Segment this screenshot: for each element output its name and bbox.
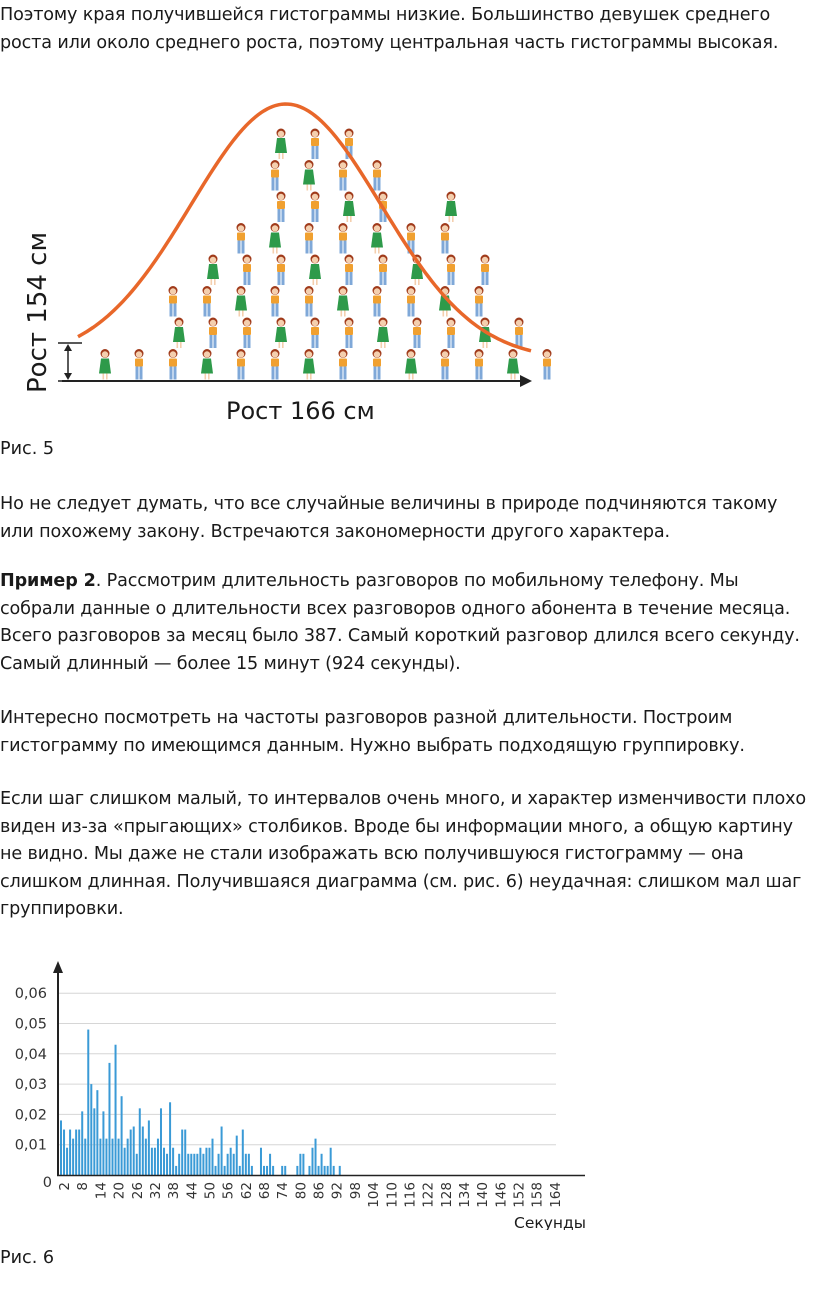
x-tick-label: 140 — [475, 1182, 492, 1208]
x-tick-label: 14 — [93, 1182, 110, 1200]
histogram-bar — [105, 1139, 107, 1175]
x-tick-label: 92 — [329, 1182, 346, 1200]
girl-figure — [277, 192, 286, 223]
x-tick-label: 116 — [402, 1182, 419, 1208]
histogram-bar — [227, 1154, 229, 1175]
x-tick-label: 110 — [384, 1182, 401, 1208]
histogram-bar — [96, 1090, 98, 1175]
histogram-bar — [154, 1148, 156, 1175]
girl-figure — [373, 349, 382, 380]
histogram-bar — [160, 1108, 162, 1175]
paragraph-step: Если шаг слишком малый, то интервалов очень много, и характер изменчивости плохо виден из-за «прыгающих» столбиков. Вроде бы информации много, а общую картину не видно. Мы даже не стали изображать всю получившуюся гистограмму — она слишком длинная. Получившаяся диаграмма (см. рис. 6) неудачная: слишком мал шаг группировки. — [0, 789, 806, 919]
x-tick-label: 74 — [275, 1182, 292, 1200]
histogram-bar — [199, 1148, 201, 1175]
x-tick-label: 8 — [75, 1182, 92, 1191]
histogram-bar — [87, 1030, 89, 1175]
x-tick-label: 20 — [111, 1182, 128, 1200]
histogram-bar — [269, 1154, 271, 1175]
girl-figure — [305, 286, 314, 317]
histogram-bar — [163, 1148, 165, 1175]
girl-figure — [373, 286, 382, 317]
girls-histogram — [99, 129, 552, 380]
histogram-bar — [212, 1139, 214, 1175]
histogram-bar — [251, 1166, 253, 1175]
girl-figure — [441, 349, 450, 380]
histogram-bar — [233, 1154, 235, 1175]
histogram-bar — [69, 1130, 71, 1175]
x-tick-label: 44 — [184, 1182, 201, 1200]
girl-figure — [507, 349, 519, 380]
girl-figure — [481, 255, 490, 286]
girl-figure — [243, 255, 252, 286]
histogram-bar — [308, 1166, 310, 1175]
histogram-bar — [272, 1166, 274, 1175]
histogram-bar — [151, 1148, 153, 1175]
histogram-bar — [93, 1108, 95, 1175]
normal-curve — [78, 104, 531, 351]
histogram-bar — [239, 1166, 241, 1175]
histogram-bar — [139, 1108, 141, 1175]
y-tick-label: 0,01 — [14, 1137, 47, 1154]
histogram-bar — [330, 1148, 332, 1175]
girl-figure — [475, 349, 484, 380]
x-tick-labels — [57, 1182, 564, 1208]
histogram-bar — [281, 1166, 283, 1175]
x-tick-label: 56 — [220, 1182, 237, 1200]
x-tick-label: 86 — [311, 1182, 328, 1200]
y-tick-label: 0,02 — [14, 1107, 47, 1124]
example-title: Пример 2 — [0, 571, 96, 591]
histogram-bar — [224, 1166, 226, 1175]
girl-figure — [311, 129, 320, 160]
histogram-bar — [205, 1148, 207, 1175]
histogram-bar — [136, 1154, 138, 1175]
y-tick-label: 0,05 — [14, 1016, 47, 1033]
histogram-bar — [236, 1136, 238, 1175]
histogram-bar — [299, 1154, 301, 1175]
histogram-bar — [124, 1148, 126, 1175]
histogram-bar — [148, 1120, 150, 1175]
girl-figure — [275, 129, 287, 160]
histogram-bar — [202, 1154, 204, 1175]
girl-figure — [373, 160, 382, 191]
x-tick-label: 146 — [493, 1182, 510, 1208]
figure5-ylabel: Рост 154 см — [23, 231, 53, 393]
paragraph-intro: Поэтому края получившейся гистограммы низкие. Большинство девушек среднего роста или около среднего роста, поэтому центральная часть гистограммы высокая. — [0, 5, 779, 53]
histogram-bar — [181, 1130, 183, 1175]
histogram-bar — [108, 1063, 110, 1175]
x-axis-arrow-icon — [520, 375, 532, 387]
histogram-bar — [99, 1139, 101, 1175]
histogram-bar — [208, 1148, 210, 1175]
paragraph-frequencies: Интересно посмотреть на частоты разговоров разной длительности. Построим гистограмму по имеющимся данным. Нужно выбрать подходящую группировку. — [0, 708, 745, 756]
histogram-bar — [318, 1166, 320, 1175]
girl-figure — [337, 286, 349, 317]
histogram-bar — [242, 1130, 244, 1175]
girl-figure — [271, 160, 280, 191]
girl-figure — [379, 255, 388, 286]
figure-6-call-duration-histogram — [0, 955, 600, 1230]
histogram-bar — [311, 1148, 313, 1175]
histogram-bar — [260, 1148, 262, 1175]
x-tick-label: 134 — [457, 1182, 473, 1208]
height-arrow-down-icon — [64, 373, 72, 380]
girl-figure — [515, 318, 524, 349]
girl-figure — [173, 318, 185, 349]
histogram-bar — [230, 1148, 232, 1175]
histogram-bar — [321, 1154, 323, 1175]
girl-figure — [99, 349, 111, 380]
girl-figure — [543, 349, 552, 380]
histogram-bar — [63, 1130, 65, 1175]
x-tick-label: 2 — [57, 1182, 73, 1191]
histogram-bar — [166, 1154, 168, 1175]
histogram-bar — [115, 1045, 117, 1175]
girl-figure — [169, 349, 178, 380]
histogram-bar — [245, 1154, 247, 1175]
histogram-bar — [296, 1166, 298, 1175]
histogram-bar — [133, 1127, 135, 1175]
histogram-bar — [263, 1166, 265, 1175]
histogram-bar — [190, 1154, 192, 1175]
histogram-bar — [218, 1154, 220, 1175]
histogram-bar — [118, 1139, 120, 1175]
girl-figure — [275, 318, 287, 349]
girl-figure — [311, 318, 320, 349]
girl-figure — [339, 223, 348, 254]
histogram-bar — [75, 1130, 77, 1175]
y-tick-label: 0,06 — [14, 986, 47, 1003]
histogram-bar — [78, 1130, 80, 1175]
girl-figure — [413, 318, 422, 349]
girl-figure — [447, 318, 456, 349]
example-text: . Рассмотрим длительность разговоров по мобильному телефону. Мы собрали данные о длительности всех разговоров одного абонента в течение месяца. Всего разговоров за месяц было 387. Самый короткий разговор длился всего секунду. Самый длинный — более 15 минут (924 секунды). — [0, 571, 800, 674]
figure-5-height-histogram — [20, 88, 580, 428]
y-axis-arrow-icon — [53, 961, 63, 973]
histogram-bar — [72, 1139, 74, 1175]
histogram-bar — [66, 1148, 68, 1175]
histogram-bar — [127, 1139, 129, 1175]
girl-figure — [303, 160, 315, 191]
girl-figure — [345, 255, 354, 286]
histogram-bar — [60, 1120, 62, 1175]
girl-figure — [475, 286, 484, 317]
chart-grid — [58, 993, 556, 1144]
histogram-bar — [302, 1154, 304, 1175]
girl-figure — [209, 318, 218, 349]
figure5-xlabel: Рост 166 см — [226, 397, 375, 425]
girl-figure — [405, 349, 417, 380]
histogram-bar — [172, 1148, 174, 1175]
histogram-bar — [178, 1154, 180, 1175]
y-tick-labels — [15, 986, 52, 1191]
figure-6-caption: Рис. 6 — [0, 1248, 55, 1268]
girl-figure — [135, 349, 144, 380]
girl-figure — [237, 349, 246, 380]
histogram-bar — [327, 1166, 329, 1175]
histogram-bar — [193, 1154, 195, 1175]
histogram-bar — [196, 1154, 198, 1175]
girl-figure — [203, 286, 212, 317]
x-tick-label: 68 — [257, 1182, 273, 1200]
girl-figure — [447, 255, 456, 286]
girl-figure — [407, 286, 416, 317]
girl-figure — [339, 349, 348, 380]
figure-5-caption: Рис. 5 — [0, 439, 55, 459]
histogram-bar — [112, 1139, 114, 1175]
y-tick-label: 0,04 — [14, 1046, 47, 1063]
histogram-bar — [215, 1166, 217, 1175]
histogram-bar — [266, 1166, 268, 1175]
girl-figure — [371, 223, 383, 254]
x-tick-label: 26 — [129, 1182, 146, 1200]
histogram-bar — [248, 1154, 250, 1175]
girl-figure — [271, 349, 280, 380]
histogram-bar — [175, 1166, 177, 1175]
histogram-bar — [130, 1130, 132, 1175]
chart-bars — [60, 1030, 341, 1175]
histogram-bar — [102, 1111, 104, 1175]
paragraph-example-2 — [0, 568, 814, 678]
histogram-bar — [121, 1096, 123, 1175]
girl-figure — [237, 223, 246, 254]
height-arrow-up-icon — [64, 344, 72, 351]
x-tick-label: 104 — [366, 1182, 383, 1208]
histogram-bar — [221, 1127, 223, 1175]
x-tick-label: 164 — [547, 1182, 564, 1208]
paragraph-laws: Но не следует думать, что все случайные величины в природе подчиняются такому или похожему закону. Встречаются закономерности другого характера. — [0, 494, 778, 542]
x-tick-label: 122 — [420, 1182, 437, 1208]
x-tick-label: 128 — [438, 1182, 455, 1208]
girl-figure — [339, 160, 348, 191]
girl-figure — [305, 223, 314, 254]
girl-figure — [311, 192, 320, 223]
histogram-bar — [81, 1111, 83, 1175]
x-tick-label: 32 — [147, 1182, 164, 1200]
figure6-xlabel: Секунды — [514, 1214, 586, 1230]
histogram-bar — [333, 1166, 335, 1175]
girl-figure — [243, 318, 252, 349]
girl-figure — [235, 286, 247, 317]
x-tick-label: 98 — [347, 1182, 364, 1200]
y-tick-label: 0,03 — [14, 1077, 47, 1094]
histogram-bar — [184, 1130, 186, 1175]
histogram-bar — [187, 1154, 189, 1175]
x-tick-label: 38 — [166, 1182, 183, 1200]
girl-figure — [445, 192, 457, 223]
histogram-bar — [324, 1166, 326, 1175]
histogram-bar — [315, 1139, 317, 1175]
girl-figure — [269, 223, 281, 254]
x-tick-label: 80 — [293, 1182, 310, 1200]
girl-figure — [271, 286, 280, 317]
girl-figure — [441, 223, 450, 254]
x-tick-label: 50 — [202, 1182, 219, 1200]
girl-figure — [277, 255, 286, 286]
histogram-bar — [84, 1139, 86, 1175]
histogram-bar — [145, 1139, 147, 1175]
histogram-bar — [339, 1166, 341, 1175]
girl-figure — [377, 318, 389, 349]
histogram-bar — [90, 1084, 92, 1175]
girl-figure — [169, 286, 178, 317]
girl-figure — [309, 255, 321, 286]
x-tick-label: 152 — [511, 1182, 528, 1208]
histogram-bar — [169, 1102, 171, 1175]
histogram-bar — [142, 1127, 144, 1175]
x-tick-label: 158 — [529, 1182, 546, 1208]
histogram-bar — [157, 1139, 159, 1175]
x-tick-label: 62 — [238, 1182, 255, 1200]
girl-figure — [303, 349, 315, 380]
girl-figure — [345, 318, 354, 349]
histogram-bar — [284, 1166, 286, 1175]
girl-figure — [201, 349, 213, 380]
y-tick-label: 0 — [42, 1175, 52, 1191]
girl-figure — [207, 255, 219, 286]
girl-figure — [343, 192, 355, 223]
